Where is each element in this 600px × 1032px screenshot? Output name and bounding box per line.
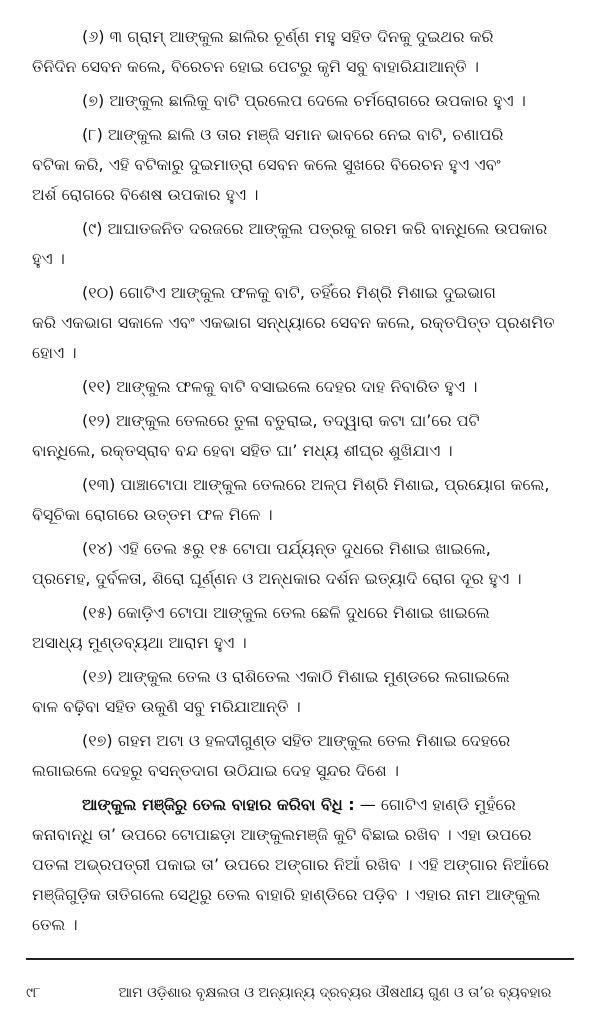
- page-footer: [26, 982, 574, 1004]
- remedy-paragraph-7: (୭) ଆଙ୍କୁଲ ଛାଲିକୁ ବାଟି ପ୍ରଲେପ ଦେଲେ ଚର୍ମରୋଗରେ ଉପକାର ହୁଏ ।: [82, 91, 526, 110]
- remedy-paragraph-10: (୧୦) ଗୋଟିଏ ଆଙ୍କୁଲ ଫଳକୁ ବାଟି, ତହିଁରେ ମିଶ୍ରି ମିଶାଇ ଦୁଇଭାଗ କରି ଏକଭାଗ ସକାଳେ ଏବଂ ଏକଭାଗ ସନ୍ଧ୍ୟାରେ ସେବନ କଲେ, ରକ୍ତପିତ୍ତ ପ୍ରଶମିତ ହୋଏ ।: [32, 283, 555, 362]
- remedy-paragraph-15: (୧୫) କୋଡ଼ିଏ ଟୋପା ଆଙ୍କୁଲ ତେଲ ଛେଳି ଦୁଧରେ ମିଶାଇ ଖାଇଲେ ଅସାଧ୍ୟ ମୁଣ୍ଡବ୍ୟଥା ଆରାମ ହୁଏ ।: [32, 603, 490, 652]
- oil-extraction-paragraph: [32, 790, 570, 940]
- remedy-paragraph-9: (୯) ଆଘାତଜନିତ ଦରଜରେ ଆଙ୍କୁଲ ପତ୍ରକୁ ଗରମ କରି ବାନ୍ଧିଲେ ଉପକାର ହୁଏ ।: [32, 219, 548, 268]
- remedy-paragraph-16: (୧୬) ଆଙ୍କୁଲ ତେଲ ଓ ରାଶିତେଲ ଏକାଠି ମିଶାଇ ମୁଣ୍ଡରେ ଲଗାଇଲେ ବାଳ ବଢ଼ିବା ସହିତ ଉକୁଣି ସବୁ ମରିଯାଆନ୍ତି ।: [32, 667, 510, 716]
- footer-rule: [26, 958, 574, 960]
- page-body: [32, 22, 570, 944]
- remedy-paragraph-14: (୧୪) ଏହି ତେଲ ୫ରୁ ୧୫ ଟୋପା ପର୍ଯ୍ୟନ୍ତ ଦୁଧରେ ମିଶାଇ ଖାଇଲେ, ପ୍ରମେହ, ଦୁର୍ବଳତା, ଶିରୋ ଘୂର୍ଣ୍ଣନ ଓ ଅନ୍ଧକାର ଦର୍ଶନ ଇତ୍ୟାଦି ରୋଗ ଦୂର ହୁଏ ।: [32, 539, 522, 588]
- oil-extraction-body: — ଗୋଟିଏ ହାଣ୍ଡି ମୁହଁରେ କନାବାନ୍ଧି ତା’ ଉପରେ ଟୋପାଛଡ଼ା ଆଙ୍କୁଲମଞ୍ଜି କୁଟି ବିଛାଇ ରଖିବ । ଏହା ଉପରେ ପତଳା ଅଭ୍ରପତ୍ରୀ ପକାଇ ତା’ ଉପରେ ଅଙ୍ଗାର ନିଆଁ ରଖିବ । ଏହି ଅଙ୍ଗାର ନିଆଁରେ ମଞ୍ଜିଗୁଡ଼ିକ ତାତିଗଲେ ସେଥିରୁ ତେଲ ବାହାରି ହାଣ୍ଡିରେ ପଡ଼ିବ । ଏହାର ନାମ ଆଙ୍କୁଲ ତେଲ ।: [32, 795, 550, 934]
- remedy-paragraph-12: (୧୨) ଆଙ୍କୁଲ ତେଲରେ ତୁଳା ବତୁରାଇ, ତଦ୍ୱାରା କଟା ଘା’ରେ ପଟି ବାନ୍ଧିଲେ, ରକ୍ତସ୍ରାବ ବନ୍ଦ ହେବା ସହିତ ଘା’ ମଧ୍ୟ ଶୀଘ୍ର ଶୁଖିଯାଏ ।: [32, 411, 480, 460]
- remedy-paragraph-6: (୬) ୩ ଗ୍ରାମ୍ ଆଙ୍କୁଲ ଛାଲିର ଚୂର୍ଣ୍ଣ ମହୁ ସହିତ ଦିନକୁ ଦୁଇଥର କରି ତିନିଦିନ ସେବନ କଲେ, ବିରେଚନ ହୋଇ ପେଟରୁ କୃମି ସବୁ ବାହାରିଯାଆନ୍ତି ।: [32, 27, 494, 76]
- page-number: ୯୮: [26, 985, 41, 1001]
- remedy-paragraph-11: (୧୧) ଆଙ୍କୁଲ ଫଳକୁ ବାଟି ବସାଇଲେ ଦେହର ଦାହ ନିବାରିତ ହୁଏ ।: [82, 377, 478, 396]
- running-footer-title: ଆମ ଓଡ଼ିଶାର ବୃକ୍ଷଲତା ଓ ଅନ୍ୟାନ୍ୟ ଦ୍ରବ୍ୟର ଔଷଧୀୟ ଗୁଣ ଓ ତା’ର ବ୍ୟବହାର: [118, 985, 552, 1001]
- remedy-paragraph-8: (୮) ଆଙ୍କୁଲ ଛାଲି ଓ ତାର ମଞ୍ଜି ସମାନ ଭାବରେ ନେଇ ବାଟି, ଚଣାପରି ବଟିକା କରି, ଏହି ବଟିକାରୁ ଦୁଇମାତ୍ରା ସେବନ କଲେ ସୁଖରେ ବିରେଚନ ହୁଏ ଏବଂ ଅର୍ଶ ରୋଗରେ ବିଶେଷ ଉପକାର ହୁଏ ।: [32, 125, 504, 204]
- oil-extraction-heading: ଆଙ୍କୁଲ ମଞ୍ଜିରୁ ତେଲ ବାହାର କରିବା ବିଧି :: [82, 795, 355, 814]
- remedy-paragraph-13: (୧୩) ପାଞ୍ଚାଟୋପା ଆଙ୍କୁଲ ତେଲରେ ଅଳ୍ପ ମିଶ୍ରି ମିଶାଇ, ପ୍ରୟୋଗ କଲେ, ବିସୂଚିକା ରୋଗରେ ଉତ୍ତମ ଫଳ ମିଳେ ।: [32, 475, 550, 524]
- remedy-paragraph-17: (୧୭) ଗହମ ଅଟା ଓ ହଳଦୀଗୁଣ୍ଡ ସହିତ ଆଙ୍କୁଲ ତେଲ ମିଶାଇ ଦେହରେ ଲଗାଇଲେ ଦେହରୁ ବସନ୍ତଦାଗ ଉଠିଯାଇ ଦେହ ସୁନ୍ଦର ଦିଶେ ।: [32, 731, 511, 780]
